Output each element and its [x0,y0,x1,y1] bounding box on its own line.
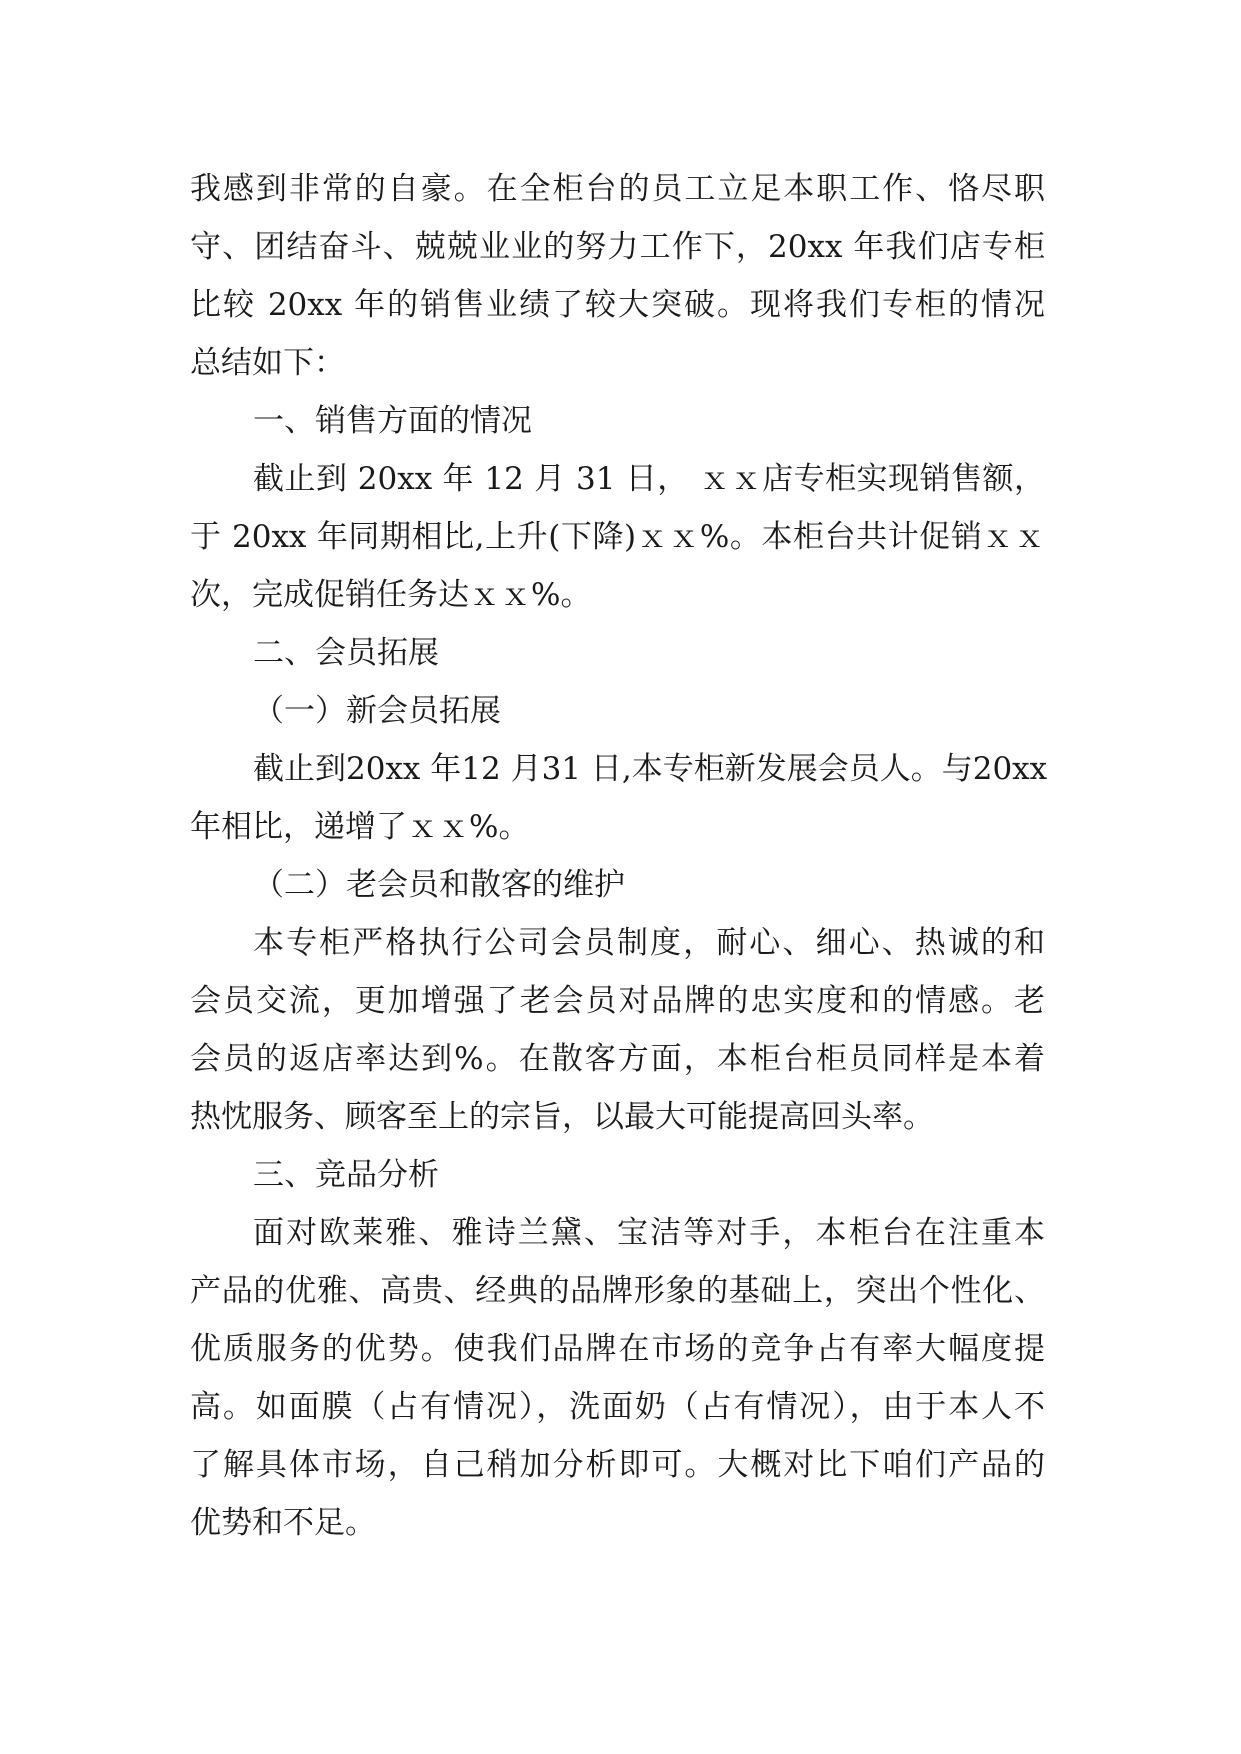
paragraph-line [0,914,1241,972]
subsection-heading [0,682,1241,740]
paragraph-line [0,276,1241,334]
paragraph-line [0,1088,1241,1146]
subsection-heading [0,856,1241,914]
paragraph-line [0,1030,1241,1088]
line-text: 守、团结奋斗、兢兢业业的努力工作下，20xx 年我们店专柜 [190,229,1045,265]
paragraph-line [0,566,1241,624]
line-text: 面对欧莱雅、雅诗兰黛、宝洁等对手，本柜台在注重本 [253,1215,1045,1251]
paragraph-line [0,334,1241,392]
line-text: 产品的优雅、高贵、经典的品牌形象的基础上，突出个性化、 [190,1273,1045,1309]
line-text: 我感到非常的自豪。在全柜台的员工立足本职工作、恪尽职 [190,171,1045,207]
heading-text: （一）新会员拓展 [253,693,501,729]
paragraph-line [0,1494,1241,1552]
line-text: 本专柜严格执行公司会员制度，耐心、细心、热诚的和 [253,925,1045,961]
paragraph-line [0,798,1241,856]
line-text: 次，完成促销任务达ｘｘ%。 [190,577,592,613]
section-heading [0,1146,1241,1204]
paragraph-line [0,1262,1241,1320]
heading-text: 二、会员拓展 [253,635,439,671]
line-text: 总结如下： [190,345,345,381]
paragraph-line [0,218,1241,276]
paragraph-line [0,1320,1241,1378]
line-text: 年相比，递增了ｘｘ%。 [190,809,530,845]
paragraph-line [0,1378,1241,1436]
line-text: 高。如面膜（占有情况），洗面奶（占有情况），由于本人不 [190,1389,1045,1425]
paragraph-line [0,740,1241,798]
heading-text: （二）老会员和散客的维护 [253,867,625,903]
heading-text: 一、销售方面的情况 [253,403,532,439]
line-text: 热忱服务、顾客至上的宗旨，以最大可能提高回头率。 [190,1099,934,1135]
line-text: 了解具体市场，自己稍加分析即可。大概对比下咱们产品的 [190,1447,1045,1483]
line-text: 比较 20xx 年的销售业绩了较大突破。现将我们专柜的情况 [190,287,1045,323]
heading-text: 三、竞品分析 [253,1157,439,1193]
line-text: 优质服务的优势。使我们品牌在市场的竞争占有率大幅度提 [190,1331,1045,1367]
line-text: 优势和不足。 [190,1505,376,1541]
section-heading [0,624,1241,682]
paragraph-line [0,160,1241,218]
line-text: 会员的返店率达到%。在散客方面，本柜台柜员同样是本着 [190,1041,1045,1077]
paragraph-line [0,972,1241,1030]
paragraph-line [0,450,1241,508]
paragraph-line [0,508,1241,566]
line-text: 截止到20xx 年12 月31 日,本专柜新发展会员人。与20xx [253,751,1048,787]
paragraph-line [0,1204,1241,1262]
line-text: 会员交流，更加增强了老会员对品牌的忠实度和的情感。老 [190,983,1045,1019]
paragraph-line [0,1436,1241,1494]
section-heading [0,392,1241,450]
line-text: 于 20xx 年同期相比,上升(下降)ｘｘ%。本柜台共计促销ｘｘ [190,519,1045,555]
line-text: 截止到 20xx 年 12 月 31 日， ｘｘ店专柜实现销售额， [253,461,1045,497]
